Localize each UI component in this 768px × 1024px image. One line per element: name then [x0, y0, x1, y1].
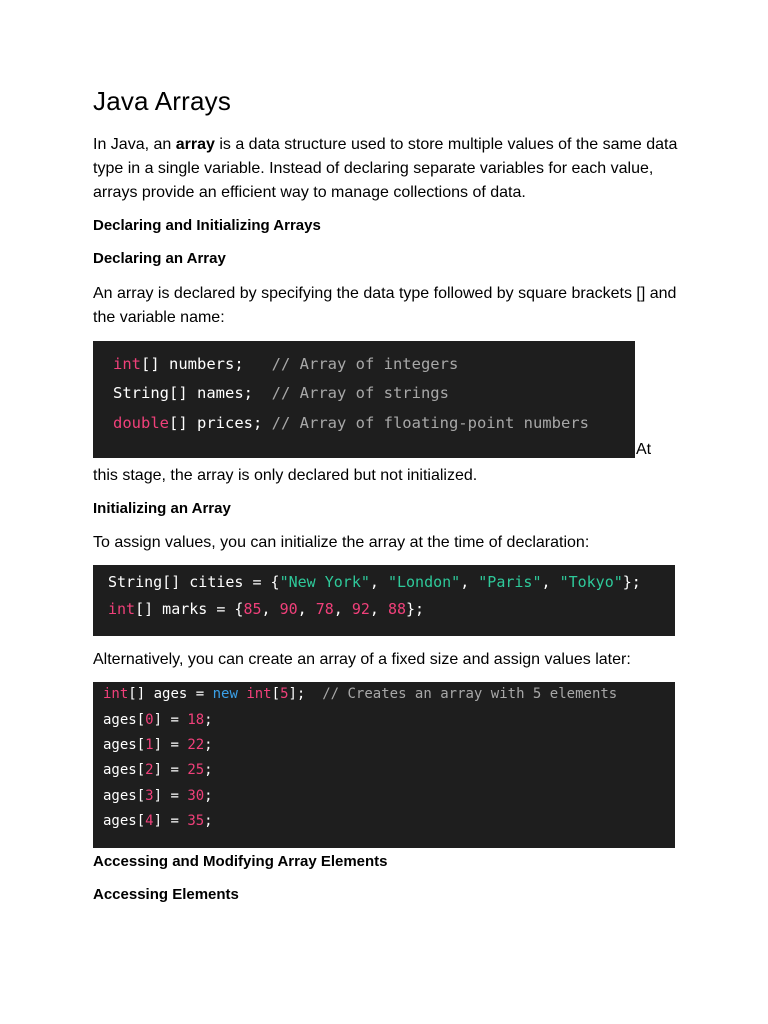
code-line: int[] numbers; // Array of integers: [113, 355, 459, 373]
code-block-initialization: [93, 565, 675, 636]
stage-paragraph: this stage, the array is only declared but not initialized.: [93, 467, 478, 484]
code-line: ages[0] = 18;: [103, 712, 213, 728]
inline-at-word: At: [636, 441, 652, 458]
code-line: ages[2] = 25;: [103, 762, 213, 778]
alternative-paragraph: Alternatively, you can create an array of a fixed size and assign values later:: [93, 651, 631, 668]
subsection-heading-initializing: Initializing an Array: [93, 500, 231, 517]
intro-text-after: is a data structure used to store multiple values of the same data type in a single variable. Instead of declaring separate variables for each value, arrays provide an efficient way to manage collections of data.: [93, 136, 678, 201]
subsection-heading-accessing: Accessing Elements: [93, 886, 239, 903]
intro-bold-term: array: [175, 136, 215, 153]
code-block-declaration: [93, 341, 635, 458]
section-heading-declaring-initializing: Declaring and Initializing Arrays: [93, 217, 321, 234]
intro-text-before: In Java, an: [93, 136, 176, 153]
code-line: ages[4] = 35;: [103, 813, 213, 829]
code-line: ages[3] = 30;: [103, 788, 213, 804]
declaring-paragraph: An array is declared by specifying the data type followed by square brackets [] and the variable name:: [93, 285, 677, 326]
code-line: ages[1] = 22;: [103, 737, 213, 753]
intro-paragraph: [93, 133, 678, 205]
section-heading-accessing-modifying: Accessing and Modifying Array Elements: [93, 853, 388, 870]
assign-paragraph: To assign values, you can initialize the array at the time of declaration:: [93, 534, 590, 551]
code-line: int[] ages = new int[5]; // Creates an array with 5 elements: [103, 686, 618, 702]
code-line: String[] names; // Array of strings: [113, 384, 449, 402]
code-line: double[] prices; // Array of floating-point numbers: [113, 414, 589, 432]
code-block-fixed-size: [93, 682, 675, 848]
code-line: String[] cities = {"New York", "London", "Paris", "Tokyo"};: [108, 573, 641, 591]
code-line: int[] marks = {85, 90, 78, 92, 88};: [108, 600, 425, 618]
subsection-heading-declaring: Declaring an Array: [93, 250, 226, 267]
page-title: Java Arrays: [93, 86, 232, 116]
